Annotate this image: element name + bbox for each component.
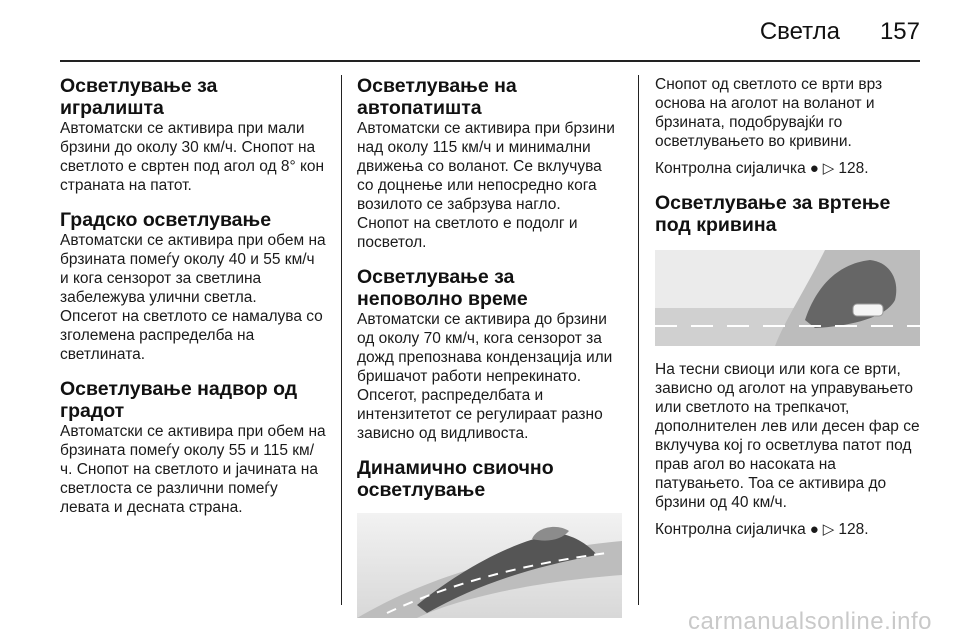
dynamic-curve-illustration [357,513,622,618]
section-bad-weather-lighting [357,266,622,443]
reference-page[interactable]: 128. [838,521,869,538]
section-title: Осветлување надвор од градот [60,378,298,422]
column-2 [357,75,622,634]
section-cornering-text [655,360,920,539]
section-body: Автоматски се активира при обем на брзината помеѓу околу 55 и 115 км/ч. Снопот на светлото и јачината на светлоста се различни помеѓу левата и десната страна. [60,423,326,516]
warning-lamp-icon: ● [809,160,819,177]
section-body: Автоматски се активира при обем на брзината помеѓу околу 40 и 55 км/ч и кога сензорот за светлина забележува улични светла. [60,232,326,306]
section-body: Автоматски се активира при мали брзини до околу 30 км/ч. Снопот на светлото е свртен под агол од 8° кон страната на патот. [60,120,325,194]
reference-line [655,159,920,178]
page-header [60,0,920,62]
section-body: Автоматски се активира при брзини над околу 115 км/ч и минимални движења со воланот. Се вклучува со доцнење или непосредно кога возилото се забрзува нагло. [357,120,615,213]
column-divider-1 [341,75,342,605]
section-body: Опсегот, распределбата и интензитетот се регулираат разно зависно од видливоста. [357,387,603,442]
cornering-road-illustration [655,250,920,346]
section-title: Осветлување за вртење под кривина [655,192,891,236]
section-title: Динамично свиочно осветлување [357,457,554,501]
curve-road-illustration [357,513,622,618]
arrow-icon: ▷ [822,521,835,538]
section-title: Осветлување за неповолно време [357,266,528,310]
section-body: Опсегот на светлото се намалува со зголемена распределба на светлината. [60,308,323,363]
section-country-lighting [60,378,326,517]
section-dynamic-curve-text [655,75,920,178]
reference-label: Контролна сијаличка [655,521,806,538]
reference-page[interactable]: 128. [838,160,869,177]
section-dynamic-curve-lighting [357,457,622,618]
reference-line [655,520,920,539]
column-divider-2 [638,75,639,605]
reference-label: Контролна сијаличка [655,160,806,177]
page-title: Светла [759,18,840,45]
section-body: Снопот од светлото се врти врз основа на аголот на воланот и брзината, подобрувајќи го осветлувањето во кривини. [655,76,883,150]
cornering-light-illustration [655,250,920,346]
section-body: Снопот на светлото е подолг и посветол. [357,215,578,251]
section-body: На тесни свиоци или кога се врти, зависно од аголот на управувањето или светлото на трепкачот, дополнителен лев или десен фар се вклучува кој го осветлува патот под прав агол во насоката на патувањето. Тоа се активира до брзини од 40 км/ч. [655,361,920,511]
section-body: Автоматски се активира до брзини од околу 70 км/ч, кога сензорот за дожд препознава кондензација или бришачот работи непрекинато. [357,311,613,385]
section-title: Осветлување за игралишта [60,75,218,119]
column-3 [655,75,920,553]
section-title: Градско осветлување [60,209,272,231]
page-number: 157 [879,18,920,45]
arrow-icon: ▷ [822,160,835,177]
section-motorway-lighting [357,75,622,252]
column-1 [60,75,326,531]
section-title: Осветлување на автопатишта [357,75,517,119]
section-cornering-lighting [655,192,920,346]
section-playground-lighting [60,75,326,195]
section-city-lighting [60,209,326,364]
warning-lamp-icon: ● [809,521,819,538]
watermark: carmanualsonline.info [688,608,932,635]
